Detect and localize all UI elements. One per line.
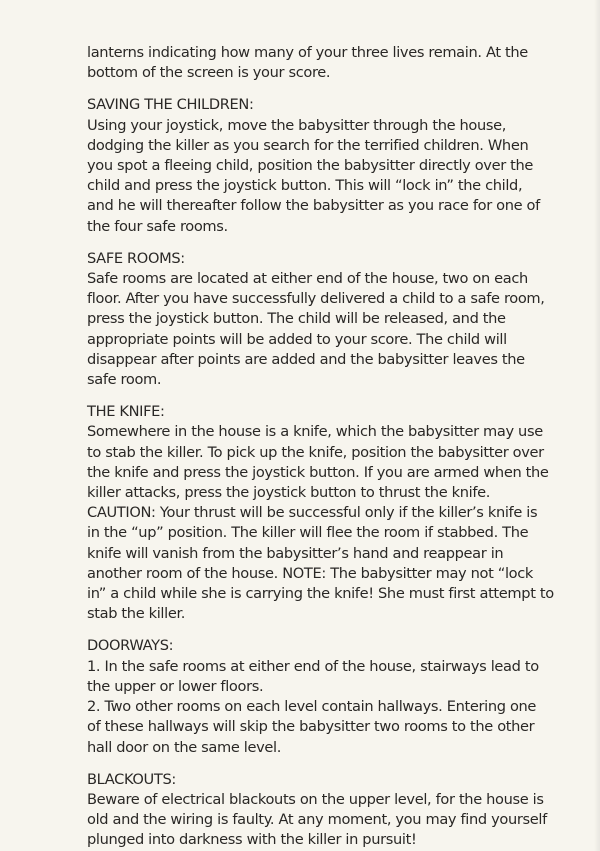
- section-blackouts: [87, 770, 557, 851]
- text-line: Using your joystick, move the babysitter through the house,: [87, 116, 507, 134]
- text-line: safe room.: [87, 371, 162, 389]
- text-line: killer attacks, press the joystick button to thrust the knife.: [87, 484, 491, 502]
- text-line: child and press the joystick button. This will “lock in” the child,: [87, 177, 523, 195]
- text-line: Safe rooms are located at either end of the house, two on each: [87, 270, 528, 288]
- section-heading: SAFE ROOMS:: [87, 249, 185, 267]
- intro-paragraph: [87, 43, 557, 83]
- text-line: plunged into darkness with the killer in pursuit!: [87, 831, 417, 849]
- text-line: in” a child while she is carrying the knife! She must first attempt to: [87, 585, 554, 603]
- text-line: knife will vanish from the babysitter’s hand and reappear in: [87, 544, 504, 562]
- text-line: and he will thereafter follow the babysitter as you race for one of: [87, 197, 540, 215]
- text-line: hall door on the same level.: [87, 738, 282, 756]
- section-the-knife: [87, 402, 557, 624]
- text-line: 1. In the safe rooms at either end of the house, stairways lead to: [87, 657, 539, 675]
- text-line: stab the killer.: [87, 605, 186, 623]
- text-line: disappear after points are added and the babysitter leaves the: [87, 350, 525, 368]
- text-line: dodging the killer as you search for the terrified children. When: [87, 136, 529, 154]
- section-safe-rooms: [87, 249, 557, 390]
- text-line: Somewhere in the house is a knife, which the babysitter may use: [87, 423, 543, 441]
- page-edge-shadow: [594, 0, 600, 851]
- section-heading: THE KNIFE:: [87, 403, 165, 421]
- text-line: press the joystick button. The child will be released, and the: [87, 310, 506, 328]
- section-heading: SAVING THE CHILDREN:: [87, 96, 254, 114]
- text-line: Beware of electrical blackouts on the upper level, for the house is: [87, 790, 544, 808]
- text-line: you spot a fleeing child, position the babysitter directly over the: [87, 157, 534, 175]
- text-line: in the “up” position. The killer will flee the room if stabbed. The: [87, 524, 529, 542]
- text-line: floor. After you have successfully delivered a child to a safe room,: [87, 290, 545, 308]
- text-line: appropriate points will be added to your score. The child will: [87, 330, 507, 348]
- section-doorways: [87, 636, 557, 757]
- section-heading: DOORWAYS:: [87, 637, 174, 655]
- text-line: the knife and press the joystick button. If you are armed when the: [87, 463, 549, 481]
- text-line: the upper or lower floors.: [87, 677, 264, 695]
- text-line: to stab the killer. To pick up the knife, position the babysitter over: [87, 443, 544, 461]
- text-line: the four safe rooms.: [87, 217, 228, 235]
- manual-page: [87, 43, 557, 851]
- text-line: old and the wiring is faulty. At any moment, you may find yourself: [87, 811, 547, 829]
- text-line: CAUTION: Your thrust will be successful only if the killer’s knife is: [87, 504, 538, 522]
- text-line: lanterns indicating how many of your three lives remain. At the: [87, 44, 528, 61]
- text-line: another room of the house. NOTE: The babysitter may not “lock: [87, 564, 534, 582]
- section-heading: BLACKOUTS:: [87, 770, 176, 788]
- text-line: 2. Two other rooms on each level contain hallways. Entering one: [87, 698, 537, 716]
- text-line: bottom of the screen is your score.: [87, 64, 331, 82]
- section-saving-the-children: [87, 95, 557, 236]
- text-line: of these hallways will skip the babysitter two rooms to the other: [87, 718, 535, 736]
